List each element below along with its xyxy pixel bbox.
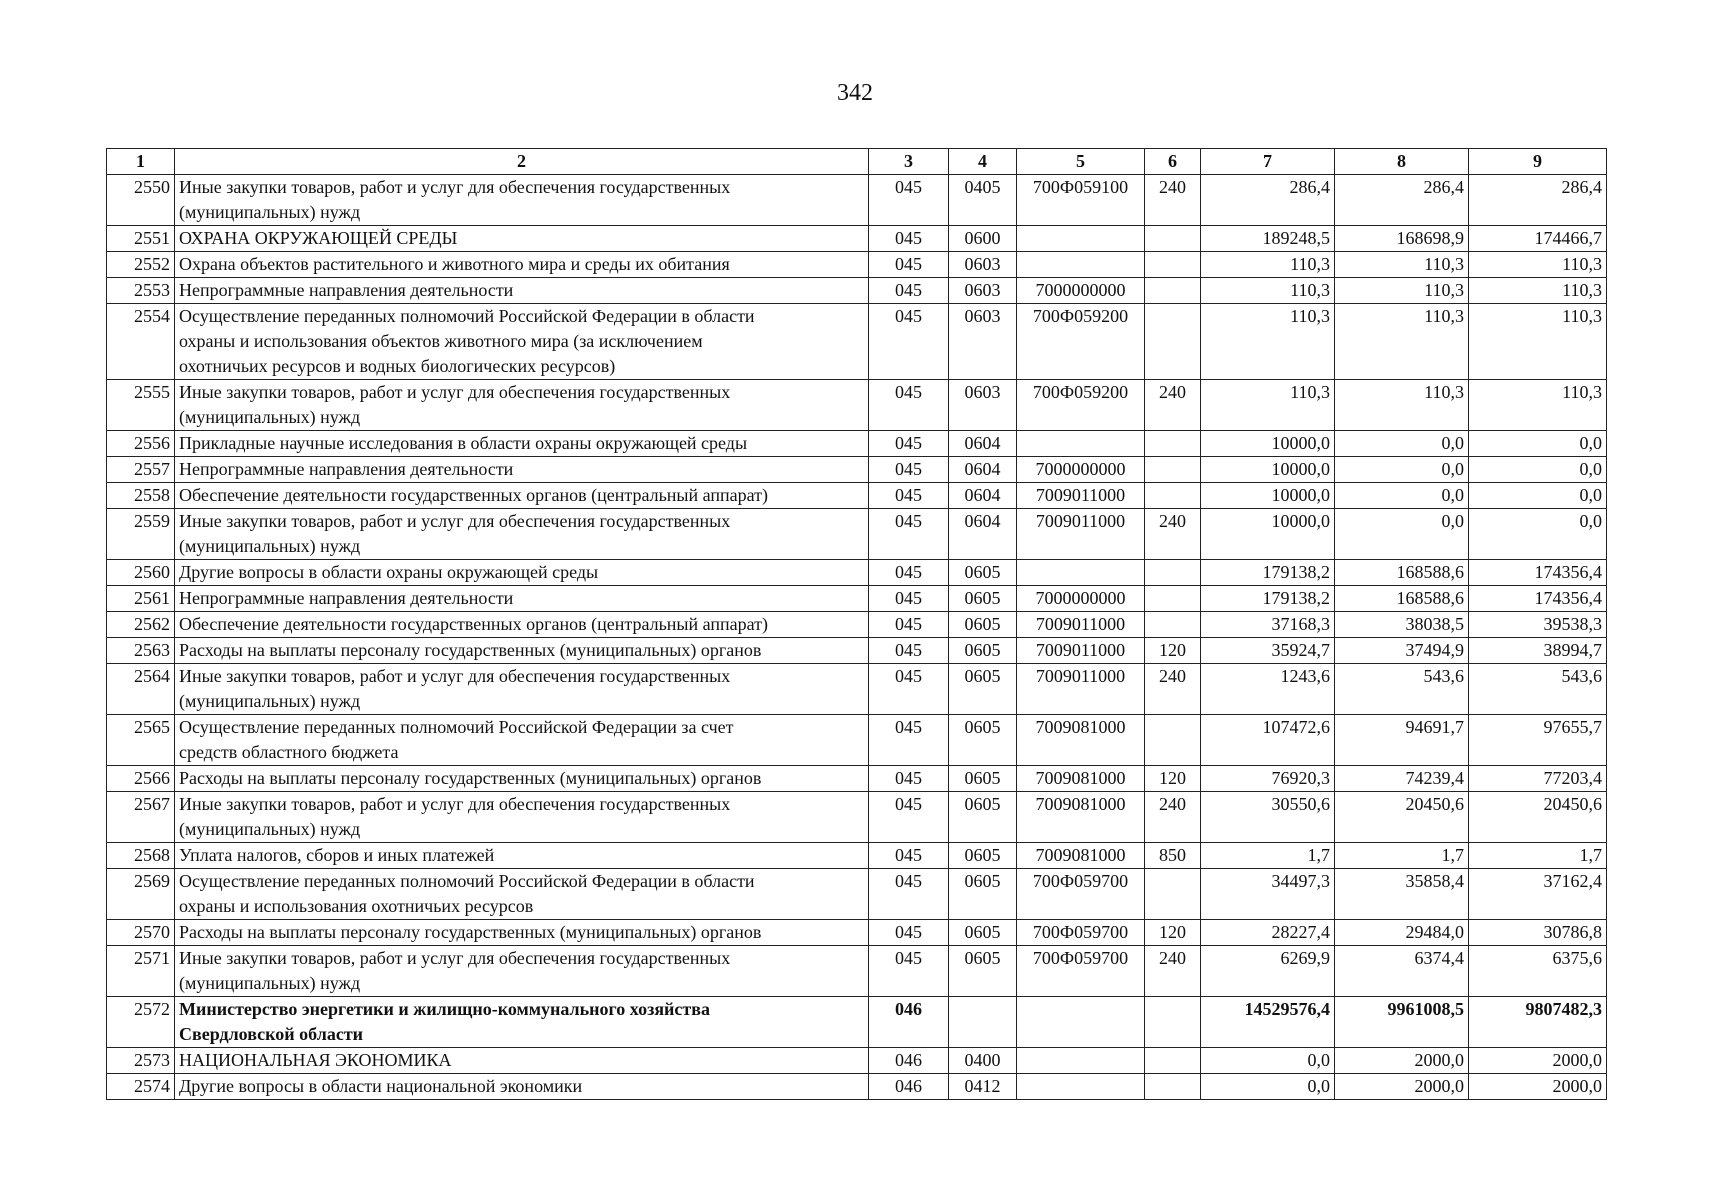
- ministry-code: 045: [869, 612, 949, 638]
- amount-col-7: 179138,2: [1201, 586, 1335, 612]
- ministry-code: 045: [869, 304, 949, 380]
- expense-type-code: 240: [1145, 509, 1201, 560]
- amount-col-9: 286,4: [1469, 175, 1607, 226]
- expense-type-code: [1145, 1074, 1201, 1100]
- section-code: 0605: [949, 766, 1017, 792]
- section-code: 0405: [949, 175, 1017, 226]
- amount-col-8: 2000,0: [1335, 1074, 1469, 1100]
- amount-col-8: 35858,4: [1335, 869, 1469, 920]
- amount-col-9: 174466,7: [1469, 226, 1607, 252]
- amount-col-8: 6374,4: [1335, 946, 1469, 997]
- table-row: [107, 175, 1607, 226]
- description-line: Осуществление переданных полномочий Российской Федерации в области: [179, 306, 755, 326]
- row-description: [175, 1048, 869, 1074]
- section-code: 0603: [949, 304, 1017, 380]
- table-row: [107, 1048, 1607, 1074]
- amount-col-9: 30786,8: [1469, 920, 1607, 946]
- target-article-code: 7000000000: [1017, 457, 1145, 483]
- ministry-code: 045: [869, 586, 949, 612]
- ministry-code: 045: [869, 869, 949, 920]
- row-number: 2570: [107, 920, 175, 946]
- amount-col-7: 10000,0: [1201, 509, 1335, 560]
- section-code: 0605: [949, 920, 1017, 946]
- row-number: 2574: [107, 1074, 175, 1100]
- target-article-code: 7009081000: [1017, 843, 1145, 869]
- amount-col-9: 0,0: [1469, 483, 1607, 509]
- ministry-code: 045: [869, 457, 949, 483]
- amount-col-8: 37494,9: [1335, 638, 1469, 664]
- ministry-code: 046: [869, 1074, 949, 1100]
- row-number: 2556: [107, 431, 175, 457]
- target-article-code: 7009081000: [1017, 792, 1145, 843]
- description-line: Прикладные научные исследования в области охраны окружающей среды: [179, 433, 748, 453]
- row-description: [175, 997, 869, 1048]
- expense-type-code: 240: [1145, 946, 1201, 997]
- amount-col-7: 189248,5: [1201, 226, 1335, 252]
- row-description: [175, 431, 869, 457]
- expense-type-code: [1145, 869, 1201, 920]
- amount-col-7: 37168,3: [1201, 612, 1335, 638]
- ministry-code: 045: [869, 278, 949, 304]
- amount-col-9: 39538,3: [1469, 612, 1607, 638]
- amount-col-8: 20450,6: [1335, 792, 1469, 843]
- target-article-code: 7009011000: [1017, 612, 1145, 638]
- description-line: Свердловской области: [179, 1024, 364, 1044]
- expense-type-code: [1145, 483, 1201, 509]
- amount-col-7: 110,3: [1201, 304, 1335, 380]
- header-row: [107, 149, 1607, 175]
- description-line: Расходы на выплаты персоналу государственных (муниципальных) органов: [179, 922, 762, 942]
- amount-col-9: 97655,7: [1469, 715, 1607, 766]
- row-description: [175, 586, 869, 612]
- expense-type-code: 240: [1145, 792, 1201, 843]
- table-body: [107, 175, 1607, 1100]
- target-article-code: 700Ф059100: [1017, 175, 1145, 226]
- amount-col-9: 20450,6: [1469, 792, 1607, 843]
- section-code: 0400: [949, 1048, 1017, 1074]
- ministry-code: 045: [869, 175, 949, 226]
- section-code: 0604: [949, 483, 1017, 509]
- section-code: 0605: [949, 946, 1017, 997]
- amount-col-9: 1,7: [1469, 843, 1607, 869]
- ministry-code: 045: [869, 483, 949, 509]
- row-description: [175, 715, 869, 766]
- row-number: 2566: [107, 766, 175, 792]
- description-line: (муниципальных) нужд: [179, 819, 361, 839]
- description-line: средств областного бюджета: [179, 742, 399, 762]
- description-line: Непрограммные направления деятельности: [179, 588, 514, 608]
- amount-col-9: 110,3: [1469, 304, 1607, 380]
- amount-col-8: 2000,0: [1335, 1048, 1469, 1074]
- amount-col-9: 38994,7: [1469, 638, 1607, 664]
- row-description: [175, 304, 869, 380]
- amount-col-9: 0,0: [1469, 457, 1607, 483]
- row-number: 2557: [107, 457, 175, 483]
- amount-col-9: 0,0: [1469, 431, 1607, 457]
- row-description: [175, 560, 869, 586]
- expense-type-code: [1145, 252, 1201, 278]
- section-code: [949, 997, 1017, 1048]
- description-line: Непрограммные направления деятельности: [179, 459, 514, 479]
- amount-col-7: 110,3: [1201, 380, 1335, 431]
- description-line: Расходы на выплаты персоналу государственных (муниципальных) органов: [179, 768, 762, 788]
- amount-col-9: 2000,0: [1469, 1074, 1607, 1100]
- section-code: 0604: [949, 457, 1017, 483]
- ministry-code: 046: [869, 997, 949, 1048]
- expense-type-code: 240: [1145, 175, 1201, 226]
- table-row: [107, 638, 1607, 664]
- description-line: Другие вопросы в области охраны окружающей среды: [179, 562, 599, 582]
- section-code: 0604: [949, 509, 1017, 560]
- expense-type-code: [1145, 226, 1201, 252]
- amount-col-7: 10000,0: [1201, 457, 1335, 483]
- description-line: Расходы на выплаты персоналу государственных (муниципальных) органов: [179, 640, 762, 660]
- amount-col-9: 9807482,3: [1469, 997, 1607, 1048]
- row-description: [175, 869, 869, 920]
- page-number: 342: [837, 80, 873, 106]
- amount-col-8: 9961008,5: [1335, 997, 1469, 1048]
- row-number: 2561: [107, 586, 175, 612]
- row-description: [175, 612, 869, 638]
- amount-col-8: 110,3: [1335, 380, 1469, 431]
- row-description: [175, 226, 869, 252]
- description-line: охраны и использования охотничьих ресурсов: [179, 896, 534, 916]
- description-line: Иные закупки товаров, работ и услуг для обеспечения государственных: [179, 948, 731, 968]
- amount-col-9: 174356,4: [1469, 560, 1607, 586]
- description-line: Уплата налогов, сборов и иных платежей: [179, 845, 495, 865]
- target-article-code: 700Ф059200: [1017, 304, 1145, 380]
- section-code: 0605: [949, 586, 1017, 612]
- target-article-code: 7009081000: [1017, 715, 1145, 766]
- amount-col-7: 0,0: [1201, 1074, 1335, 1100]
- expense-type-code: 120: [1145, 920, 1201, 946]
- table-row: [107, 483, 1607, 509]
- ministry-code: 045: [869, 664, 949, 715]
- row-description: [175, 766, 869, 792]
- description-line: Министерство энергетики и жилищно-коммунального хозяйства: [179, 999, 710, 1019]
- section-code: 0600: [949, 226, 1017, 252]
- description-line: охотничьих ресурсов и водных биологических ресурсов): [179, 356, 616, 376]
- description-line: Иные закупки товаров, работ и услуг для обеспечения государственных: [179, 511, 731, 531]
- amount-col-7: 34497,3: [1201, 869, 1335, 920]
- amount-col-7: 76920,3: [1201, 766, 1335, 792]
- table-row: [107, 380, 1607, 431]
- target-article-code: [1017, 252, 1145, 278]
- target-article-code: 7000000000: [1017, 586, 1145, 612]
- ministry-code: 045: [869, 226, 949, 252]
- amount-col-9: 543,6: [1469, 664, 1607, 715]
- amount-col-8: 168588,6: [1335, 586, 1469, 612]
- description-line: охраны и использования объектов животного мира (за исключением: [179, 331, 703, 351]
- section-code: 0603: [949, 380, 1017, 431]
- row-number: 2550: [107, 175, 175, 226]
- row-description: [175, 843, 869, 869]
- amount-col-8: 38038,5: [1335, 612, 1469, 638]
- amount-col-7: 30550,6: [1201, 792, 1335, 843]
- row-number: 2554: [107, 304, 175, 380]
- row-description: [175, 252, 869, 278]
- row-number: 2568: [107, 843, 175, 869]
- amount-col-7: 1243,6: [1201, 664, 1335, 715]
- amount-col-8: 543,6: [1335, 664, 1469, 715]
- expense-type-code: [1145, 997, 1201, 1048]
- header-cell: 8: [1335, 149, 1469, 175]
- amount-col-9: 2000,0: [1469, 1048, 1607, 1074]
- header-cell: 3: [869, 149, 949, 175]
- row-number: 2572: [107, 997, 175, 1048]
- row-description: [175, 792, 869, 843]
- section-code: 0605: [949, 869, 1017, 920]
- description-line: (муниципальных) нужд: [179, 973, 361, 993]
- amount-col-7: 10000,0: [1201, 431, 1335, 457]
- section-code: 0605: [949, 843, 1017, 869]
- section-code: 0605: [949, 792, 1017, 843]
- row-description: [175, 1074, 869, 1100]
- header-cell: 1: [107, 149, 175, 175]
- description-line: Другие вопросы в области национальной экономики: [179, 1076, 583, 1096]
- table-row: [107, 509, 1607, 560]
- amount-col-8: 0,0: [1335, 509, 1469, 560]
- table-row: [107, 997, 1607, 1048]
- header-cell: 5: [1017, 149, 1145, 175]
- table-row: [107, 560, 1607, 586]
- amount-col-7: 10000,0: [1201, 483, 1335, 509]
- expense-type-code: [1145, 612, 1201, 638]
- row-description: [175, 380, 869, 431]
- description-line: Иные закупки товаров, работ и услуг для обеспечения государственных: [179, 794, 731, 814]
- amount-col-8: 29484,0: [1335, 920, 1469, 946]
- description-line: Осуществление переданных полномочий Российской Федерации в области: [179, 871, 755, 891]
- section-code: 0605: [949, 664, 1017, 715]
- ministry-code: 045: [869, 843, 949, 869]
- amount-col-9: 110,3: [1469, 380, 1607, 431]
- amount-col-7: 286,4: [1201, 175, 1335, 226]
- description-line: Охрана объектов растительного и животного мира и среды их обитания: [179, 254, 730, 274]
- row-description: [175, 175, 869, 226]
- amount-col-7: 14529576,4: [1201, 997, 1335, 1048]
- header-cell: 2: [175, 149, 869, 175]
- table-row: [107, 612, 1607, 638]
- section-code: 0412: [949, 1074, 1017, 1100]
- target-article-code: 700Ф059200: [1017, 380, 1145, 431]
- row-description: [175, 920, 869, 946]
- amount-col-8: 0,0: [1335, 431, 1469, 457]
- row-description: [175, 278, 869, 304]
- amount-col-7: 35924,7: [1201, 638, 1335, 664]
- section-code: 0605: [949, 638, 1017, 664]
- ministry-code: 045: [869, 946, 949, 997]
- row-description: [175, 483, 869, 509]
- target-article-code: 700Ф059700: [1017, 946, 1145, 997]
- table-row: [107, 226, 1607, 252]
- amount-col-8: 94691,7: [1335, 715, 1469, 766]
- description-line: Иные закупки товаров, работ и услуг для обеспечения государственных: [179, 666, 731, 686]
- row-number: 2551: [107, 226, 175, 252]
- amount-col-9: 77203,4: [1469, 766, 1607, 792]
- row-description: [175, 664, 869, 715]
- description-line: Иные закупки товаров, работ и услуг для обеспечения государственных: [179, 382, 731, 402]
- target-article-code: 7009011000: [1017, 638, 1145, 664]
- expense-type-code: [1145, 586, 1201, 612]
- expense-type-code: 240: [1145, 664, 1201, 715]
- table-row: [107, 920, 1607, 946]
- target-article-code: [1017, 997, 1145, 1048]
- description-line: НАЦИОНАЛЬНАЯ ЭКОНОМИКА: [179, 1050, 452, 1070]
- header-cell: 7: [1201, 149, 1335, 175]
- section-code: 0605: [949, 715, 1017, 766]
- amount-col-8: 110,3: [1335, 278, 1469, 304]
- description-line: Непрограммные направления деятельности: [179, 280, 514, 300]
- table-row: [107, 869, 1607, 920]
- amount-col-7: 6269,9: [1201, 946, 1335, 997]
- description-line: (муниципальных) нужд: [179, 536, 361, 556]
- row-number: 2573: [107, 1048, 175, 1074]
- row-number: 2564: [107, 664, 175, 715]
- amount-col-9: 37162,4: [1469, 869, 1607, 920]
- expense-type-code: [1145, 560, 1201, 586]
- budget-table: [106, 148, 1607, 1100]
- amount-col-8: 1,7: [1335, 843, 1469, 869]
- ministry-code: 045: [869, 509, 949, 560]
- row-number: 2563: [107, 638, 175, 664]
- description-line: ОХРАНА ОКРУЖАЮЩЕЙ СРЕДЫ: [179, 228, 458, 248]
- row-number: 2558: [107, 483, 175, 509]
- description-line: Обеспечение деятельности государственных органов (центральный аппарат): [179, 614, 769, 634]
- header-cell: 6: [1145, 149, 1201, 175]
- target-article-code: [1017, 431, 1145, 457]
- amount-col-9: 110,3: [1469, 278, 1607, 304]
- expense-type-code: [1145, 278, 1201, 304]
- expense-type-code: 240: [1145, 380, 1201, 431]
- amount-col-8: 0,0: [1335, 457, 1469, 483]
- expense-type-code: 850: [1145, 843, 1201, 869]
- target-article-code: [1017, 1048, 1145, 1074]
- target-article-code: 700Ф059700: [1017, 920, 1145, 946]
- target-article-code: 700Ф059700: [1017, 869, 1145, 920]
- row-number: 2569: [107, 869, 175, 920]
- ministry-code: 045: [869, 766, 949, 792]
- table-row: [107, 252, 1607, 278]
- expense-type-code: [1145, 304, 1201, 380]
- expense-type-code: [1145, 431, 1201, 457]
- amount-col-9: 174356,4: [1469, 586, 1607, 612]
- row-number: 2555: [107, 380, 175, 431]
- table-row: [107, 457, 1607, 483]
- expense-type-code: 120: [1145, 766, 1201, 792]
- ministry-code: 045: [869, 560, 949, 586]
- amount-col-7: 110,3: [1201, 252, 1335, 278]
- amount-col-8: 110,3: [1335, 304, 1469, 380]
- ministry-code: 045: [869, 792, 949, 843]
- target-article-code: [1017, 226, 1145, 252]
- section-code: 0604: [949, 431, 1017, 457]
- amount-col-7: 179138,2: [1201, 560, 1335, 586]
- description-line: (муниципальных) нужд: [179, 407, 361, 427]
- table-row: [107, 586, 1607, 612]
- ministry-code: 045: [869, 920, 949, 946]
- table-row: [107, 278, 1607, 304]
- table-row: [107, 664, 1607, 715]
- row-number: 2552: [107, 252, 175, 278]
- description-line: (муниципальных) нужд: [179, 202, 361, 222]
- target-article-code: [1017, 560, 1145, 586]
- header-cell: 9: [1469, 149, 1607, 175]
- expense-type-code: [1145, 1048, 1201, 1074]
- row-number: 2562: [107, 612, 175, 638]
- table-row: [107, 1074, 1607, 1100]
- row-description: [175, 638, 869, 664]
- amount-col-7: 110,3: [1201, 278, 1335, 304]
- table-row: [107, 304, 1607, 380]
- expense-type-code: 120: [1145, 638, 1201, 664]
- expense-type-code: [1145, 457, 1201, 483]
- target-article-code: 7009011000: [1017, 509, 1145, 560]
- amount-col-7: 0,0: [1201, 1048, 1335, 1074]
- row-description: [175, 457, 869, 483]
- amount-col-7: 28227,4: [1201, 920, 1335, 946]
- description-line: (муниципальных) нужд: [179, 691, 361, 711]
- ministry-code: 045: [869, 431, 949, 457]
- target-article-code: 7000000000: [1017, 278, 1145, 304]
- row-number: 2560: [107, 560, 175, 586]
- section-code: 0605: [949, 612, 1017, 638]
- amount-col-8: 168588,6: [1335, 560, 1469, 586]
- ministry-code: 046: [869, 1048, 949, 1074]
- target-article-code: 7009011000: [1017, 483, 1145, 509]
- amount-col-9: 0,0: [1469, 509, 1607, 560]
- table-row: [107, 431, 1607, 457]
- ministry-code: 045: [869, 715, 949, 766]
- row-number: 2553: [107, 278, 175, 304]
- amount-col-8: 74239,4: [1335, 766, 1469, 792]
- amount-col-7: 1,7: [1201, 843, 1335, 869]
- expense-type-code: [1145, 715, 1201, 766]
- amount-col-8: 168698,9: [1335, 226, 1469, 252]
- table-row: [107, 792, 1607, 843]
- row-number: 2567: [107, 792, 175, 843]
- description-line: Обеспечение деятельности государственных органов (центральный аппарат): [179, 485, 769, 505]
- table-row: [107, 946, 1607, 997]
- row-number: 2571: [107, 946, 175, 997]
- table-row: [107, 766, 1607, 792]
- row-number: 2565: [107, 715, 175, 766]
- amount-col-9: 6375,6: [1469, 946, 1607, 997]
- table-row: [107, 715, 1607, 766]
- row-description: [175, 509, 869, 560]
- section-code: 0605: [949, 560, 1017, 586]
- ministry-code: 045: [869, 252, 949, 278]
- description-line: Иные закупки товаров, работ и услуг для обеспечения государственных: [179, 177, 731, 197]
- description-line: Осуществление переданных полномочий Российской Федерации за счет: [179, 717, 734, 737]
- ministry-code: 045: [869, 380, 949, 431]
- ministry-code: 045: [869, 638, 949, 664]
- header-cell: 4: [949, 149, 1017, 175]
- amount-col-8: 286,4: [1335, 175, 1469, 226]
- target-article-code: [1017, 1074, 1145, 1100]
- row-number: 2559: [107, 509, 175, 560]
- amount-col-9: 110,3: [1469, 252, 1607, 278]
- target-article-code: 7009011000: [1017, 664, 1145, 715]
- amount-col-8: 110,3: [1335, 252, 1469, 278]
- row-description: [175, 946, 869, 997]
- section-code: 0603: [949, 278, 1017, 304]
- section-code: 0603: [949, 252, 1017, 278]
- target-article-code: 7009081000: [1017, 766, 1145, 792]
- amount-col-7: 107472,6: [1201, 715, 1335, 766]
- table-row: [107, 843, 1607, 869]
- amount-col-8: 0,0: [1335, 483, 1469, 509]
